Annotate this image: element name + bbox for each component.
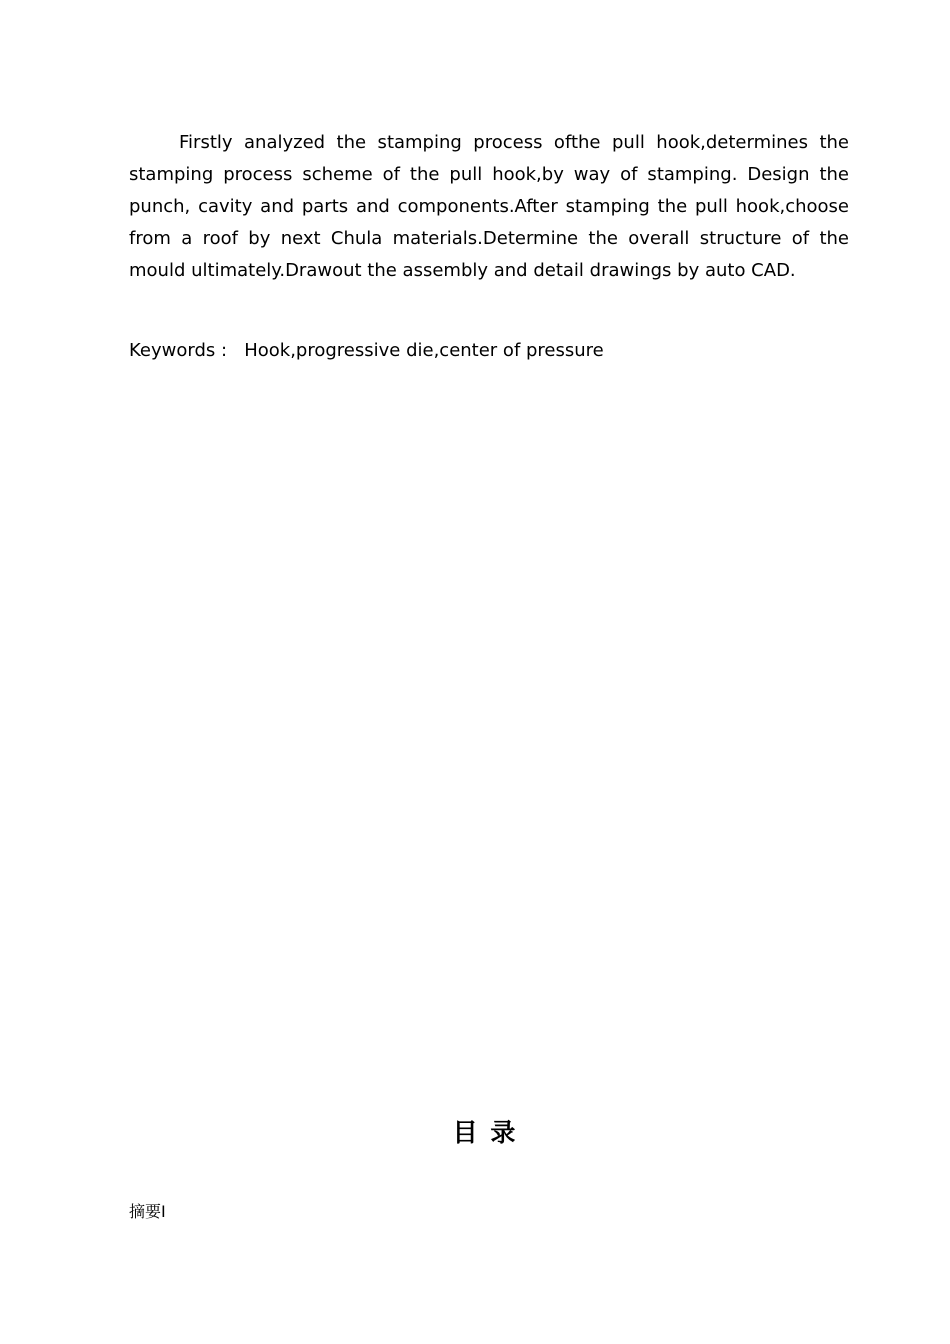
- toc-title: 目 录: [452, 1118, 518, 1147]
- toc-entry-abstract[interactable]: 摘要I: [129, 1202, 166, 1221]
- keywords-value: Hook,progressive die,center of pressure: [244, 340, 604, 361]
- keywords-separator: :: [215, 340, 245, 361]
- keywords-line: [129, 335, 849, 367]
- abstract-paragraph: Firstly analyzed the stamping process ofthe pull hook,determines the stamping process scheme of the pull hook,by way of stamping. Design the punch, cavity and parts and components.After stamping the pull hook,choose from a roof by next Chula materials.Determine the overall structure of the mould ultimately.Drawout the assembly and detail drawings by auto CAD.: [129, 132, 849, 281]
- keywords-label: Keywords: [129, 340, 216, 361]
